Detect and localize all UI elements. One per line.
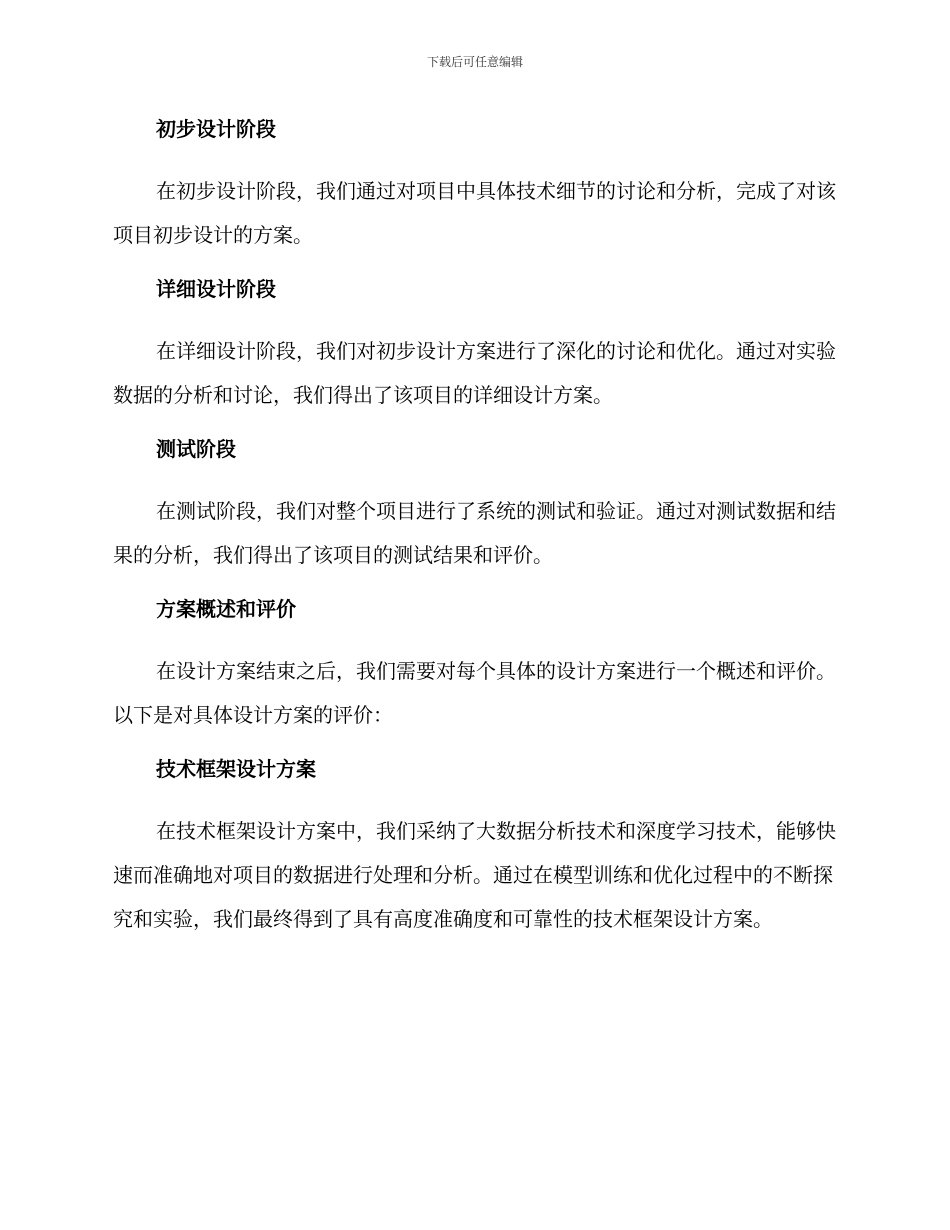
section-heading-detailed-design: 详细设计阶段 [156,277,276,301]
section-paragraph-preliminary-design: 在初步设计阶段，我们通过对项目中具体技术细节的讨论和分析，完成了对该项目初步设计的方案。 [113,179,836,247]
section-paragraph-tech-framework: 在技术框架设计方案中，我们采纳了大数据分析技术和深度学习技术，能够快速而准确地对项目的数据进行处理和分析。通过在模型训练和优化过程中的不断探究和实验，我们最终得到了具有高度准确度和可靠性的技术框架设计方案。 [113,819,836,931]
section-heading-overview-evaluation: 方案概述和评价 [156,597,296,621]
section-paragraph-testing: 在测试阶段，我们对整个项目进行了系统的测试和验证。通过对测试数据和结果的分析，我们得出了该项目的测试结果和评价。 [113,499,836,567]
section-heading-preliminary-design: 初步设计阶段 [156,117,276,141]
section-heading-testing: 测试阶段 [156,437,236,461]
document-body [113,113,837,957]
section-paragraph-overview-evaluation: 在设计方案结束之后，我们需要对每个具体的设计方案进行一个概述和评价。以下是对具体设计方案的评价： [113,659,836,727]
page-header-note: 下载后可任意编辑 [426,55,523,69]
section-paragraph-detailed-design: 在详细设计阶段，我们对初步设计方案进行了深化的讨论和优化。通过对实验数据的分析和讨论，我们得出了该项目的详细设计方案。 [113,339,836,407]
section-heading-tech-framework: 技术框架设计方案 [156,757,316,781]
